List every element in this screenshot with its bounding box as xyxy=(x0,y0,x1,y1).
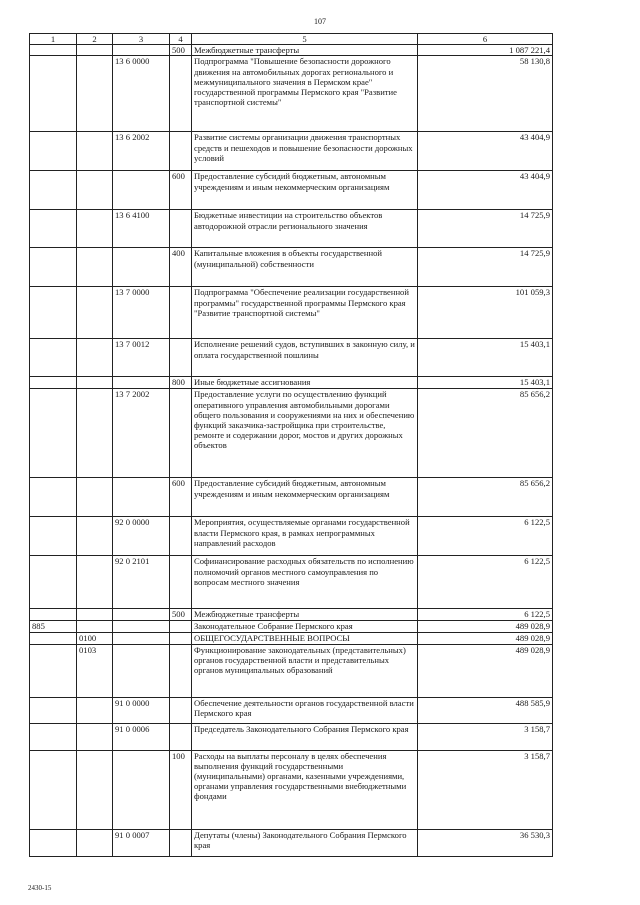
cell-description: Подпрограмма "Повышение безопасности дорожного движения на автомобильных дорогах регионального и межмуниципального значения в Пермском крае" государственной программы Пермского края "Развитие транспортной системы" xyxy=(192,56,418,132)
cell-grbs xyxy=(30,377,77,389)
table-row xyxy=(30,248,553,287)
cell-expense-type: 800 xyxy=(170,377,192,389)
table-row xyxy=(30,644,553,697)
cell-target xyxy=(113,621,170,632)
cell-amount: 489 028,9 xyxy=(418,632,553,644)
cell-section: 0103 xyxy=(77,644,113,697)
cell-target: 92 0 2101 xyxy=(113,556,170,609)
cell-description: Бюджетные инвестиции на строительство объектов автодорожной отрасли регионального значения xyxy=(192,210,418,248)
cell-amount: 15 403,1 xyxy=(418,377,553,389)
cell-amount: 1 087 221,4 xyxy=(418,45,553,56)
cell-expense-type xyxy=(170,517,192,556)
cell-amount: 43 404,9 xyxy=(418,171,553,210)
cell-expense-type xyxy=(170,56,192,132)
table-row xyxy=(30,621,553,632)
cell-grbs xyxy=(30,389,77,478)
cell-expense-type xyxy=(170,723,192,750)
table-row xyxy=(30,697,553,723)
cell-section xyxy=(77,697,113,723)
cell-section xyxy=(77,750,113,829)
table-row xyxy=(30,287,553,339)
cell-grbs xyxy=(30,697,77,723)
cell-amount: 101 059,3 xyxy=(418,287,553,339)
cell-description: Предоставление услуги по осуществлению функций оперативного управления автомобильными дорогами общего пользования и сооружениями на них и обеспечению функций заказчика-застройщика при строительстве, ремонте и содержании дорог, мостов и других дорожных объектов xyxy=(192,389,418,478)
table-row xyxy=(30,609,553,621)
cell-target: 13 6 2002 xyxy=(113,132,170,171)
cell-grbs xyxy=(30,644,77,697)
cell-grbs xyxy=(30,750,77,829)
cell-description: Капитальные вложения в объекты государственной (муниципальной) собственности xyxy=(192,248,418,287)
cell-section xyxy=(77,609,113,621)
cell-grbs xyxy=(30,609,77,621)
cell-expense-type xyxy=(170,389,192,478)
cell-grbs xyxy=(30,210,77,248)
page-number: 107 xyxy=(314,17,326,26)
cell-target: 91 0 0006 xyxy=(113,723,170,750)
table-row xyxy=(30,56,553,132)
cell-grbs xyxy=(30,45,77,56)
cell-grbs xyxy=(30,556,77,609)
cell-amount: 489 028,9 xyxy=(418,621,553,632)
cell-target: 13 7 0000 xyxy=(113,287,170,339)
cell-amount: 6 122,5 xyxy=(418,517,553,556)
cell-description: Функционирование законодательных (представительных) органов государственной власти и представительных органов муниципальных образований xyxy=(192,644,418,697)
cell-target xyxy=(113,248,170,287)
cell-amount: 14 725,9 xyxy=(418,248,553,287)
cell-grbs xyxy=(30,287,77,339)
table-row xyxy=(30,517,553,556)
header-col-3: 3 xyxy=(113,34,170,45)
header-col-5: 5 xyxy=(192,34,418,45)
table-row xyxy=(30,723,553,750)
header-col-2: 2 xyxy=(77,34,113,45)
cell-description: Межбюджетные трансферты xyxy=(192,609,418,621)
cell-grbs xyxy=(30,517,77,556)
cell-amount: 15 403,1 xyxy=(418,339,553,377)
cell-description: Законодательное Собрание Пермского края xyxy=(192,621,418,632)
cell-description: Расходы на выплаты персоналу в целях обеспечения выполнения функций государственными (муниципальными) органами, казенными учреждениями, органами управления государственными внебюджетными фондами xyxy=(192,750,418,829)
cell-section xyxy=(77,171,113,210)
header-col-6: 6 xyxy=(418,34,553,45)
cell-description: Исполнение решений судов, вступивших в законную силу, и оплата государственной пошлины xyxy=(192,339,418,377)
cell-section xyxy=(77,377,113,389)
cell-section xyxy=(77,56,113,132)
table-row xyxy=(30,210,553,248)
cell-target: 13 6 4100 xyxy=(113,210,170,248)
header-col-1: 1 xyxy=(30,34,77,45)
cell-target: 13 6 0000 xyxy=(113,56,170,132)
cell-expense-type xyxy=(170,339,192,377)
cell-amount: 85 656,2 xyxy=(418,478,553,517)
cell-section xyxy=(77,389,113,478)
table-row xyxy=(30,45,553,56)
table-row xyxy=(30,389,553,478)
table-row xyxy=(30,132,553,171)
cell-expense-type: 500 xyxy=(170,609,192,621)
cell-target xyxy=(113,377,170,389)
table-header-row xyxy=(30,34,553,45)
document-code: 2430-15 xyxy=(28,884,52,892)
cell-section xyxy=(77,132,113,171)
cell-expense-type xyxy=(170,644,192,697)
cell-target xyxy=(113,478,170,517)
cell-section xyxy=(77,287,113,339)
cell-section xyxy=(77,829,113,856)
cell-expense-type xyxy=(170,287,192,339)
cell-section xyxy=(77,723,113,750)
budget-table xyxy=(29,33,553,857)
cell-expense-type xyxy=(170,621,192,632)
cell-expense-type: 500 xyxy=(170,45,192,56)
cell-grbs xyxy=(30,56,77,132)
cell-amount: 3 158,7 xyxy=(418,723,553,750)
cell-expense-type: 100 xyxy=(170,750,192,829)
header-col-4: 4 xyxy=(170,34,192,45)
cell-section xyxy=(77,517,113,556)
cell-grbs xyxy=(30,248,77,287)
cell-description: Предоставление субсидий бюджетным, автономным учреждениям и иным некоммерческим организациям xyxy=(192,171,418,210)
cell-target xyxy=(113,45,170,56)
cell-expense-type: 600 xyxy=(170,171,192,210)
cell-target xyxy=(113,171,170,210)
cell-target: 91 0 0000 xyxy=(113,697,170,723)
cell-section xyxy=(77,210,113,248)
cell-target: 13 7 2002 xyxy=(113,389,170,478)
cell-target xyxy=(113,609,170,621)
cell-target: 91 0 0007 xyxy=(113,829,170,856)
table-row xyxy=(30,377,553,389)
cell-description: ОБЩЕГОСУДАРСТВЕННЫЕ ВОПРОСЫ xyxy=(192,632,418,644)
cell-grbs xyxy=(30,171,77,210)
cell-expense-type xyxy=(170,556,192,609)
cell-expense-type xyxy=(170,132,192,171)
cell-section xyxy=(77,621,113,632)
cell-expense-type xyxy=(170,697,192,723)
cell-amount: 36 530,3 xyxy=(418,829,553,856)
cell-expense-type: 400 xyxy=(170,248,192,287)
table-row xyxy=(30,478,553,517)
cell-amount: 58 130,8 xyxy=(418,56,553,132)
cell-description: Развитие системы организации движения транспортных средств и пешеходов и повышение безопасности дорожных условий xyxy=(192,132,418,171)
cell-target xyxy=(113,644,170,697)
cell-description: Председатель Законодательного Собрания Пермского края xyxy=(192,723,418,750)
cell-description: Софинансирование расходных обязательств по исполнению полномочий органов местного самоуправления по вопросам местного значения xyxy=(192,556,418,609)
table-row xyxy=(30,632,553,644)
table-row xyxy=(30,171,553,210)
cell-description: Мероприятия, осуществляемые органами государственной власти Пермского края, в рамках непрограммных направлений расходов xyxy=(192,517,418,556)
cell-amount: 14 725,9 xyxy=(418,210,553,248)
cell-section: 0100 xyxy=(77,632,113,644)
cell-target xyxy=(113,632,170,644)
cell-grbs xyxy=(30,132,77,171)
cell-grbs xyxy=(30,478,77,517)
cell-expense-type xyxy=(170,632,192,644)
cell-expense-type xyxy=(170,829,192,856)
table-row xyxy=(30,556,553,609)
cell-description: Подпрограмма "Обеспечение реализации государственной программы" государственной программы Пермского края "Развитие транспортной системы" xyxy=(192,287,418,339)
cell-section xyxy=(77,478,113,517)
cell-description: Предоставление субсидий бюджетным, автономным учреждениям и иным некоммерческим организациям xyxy=(192,478,418,517)
cell-amount: 488 585,9 xyxy=(418,697,553,723)
cell-grbs xyxy=(30,632,77,644)
cell-description: Обеспечение деятельности органов государственной власти Пермского края xyxy=(192,697,418,723)
cell-expense-type xyxy=(170,210,192,248)
table-row xyxy=(30,829,553,856)
table-row xyxy=(30,339,553,377)
cell-grbs xyxy=(30,829,77,856)
cell-section xyxy=(77,45,113,56)
cell-grbs: 885 xyxy=(30,621,77,632)
cell-section xyxy=(77,248,113,287)
cell-description: Иные бюджетные ассигнования xyxy=(192,377,418,389)
cell-amount: 85 656,2 xyxy=(418,389,553,478)
cell-target: 92 0 0000 xyxy=(113,517,170,556)
cell-amount: 6 122,5 xyxy=(418,609,553,621)
cell-target xyxy=(113,750,170,829)
cell-grbs xyxy=(30,339,77,377)
cell-description: Депутаты (члены) Законодательного Собрания Пермского края xyxy=(192,829,418,856)
cell-amount: 43 404,9 xyxy=(418,132,553,171)
table-row xyxy=(30,750,553,829)
cell-description: Межбюджетные трансферты xyxy=(192,45,418,56)
cell-target: 13 7 0012 xyxy=(113,339,170,377)
cell-expense-type: 600 xyxy=(170,478,192,517)
cell-grbs xyxy=(30,723,77,750)
cell-section xyxy=(77,339,113,377)
cell-amount: 3 158,7 xyxy=(418,750,553,829)
cell-amount: 6 122,5 xyxy=(418,556,553,609)
cell-amount: 489 028,9 xyxy=(418,644,553,697)
cell-section xyxy=(77,556,113,609)
